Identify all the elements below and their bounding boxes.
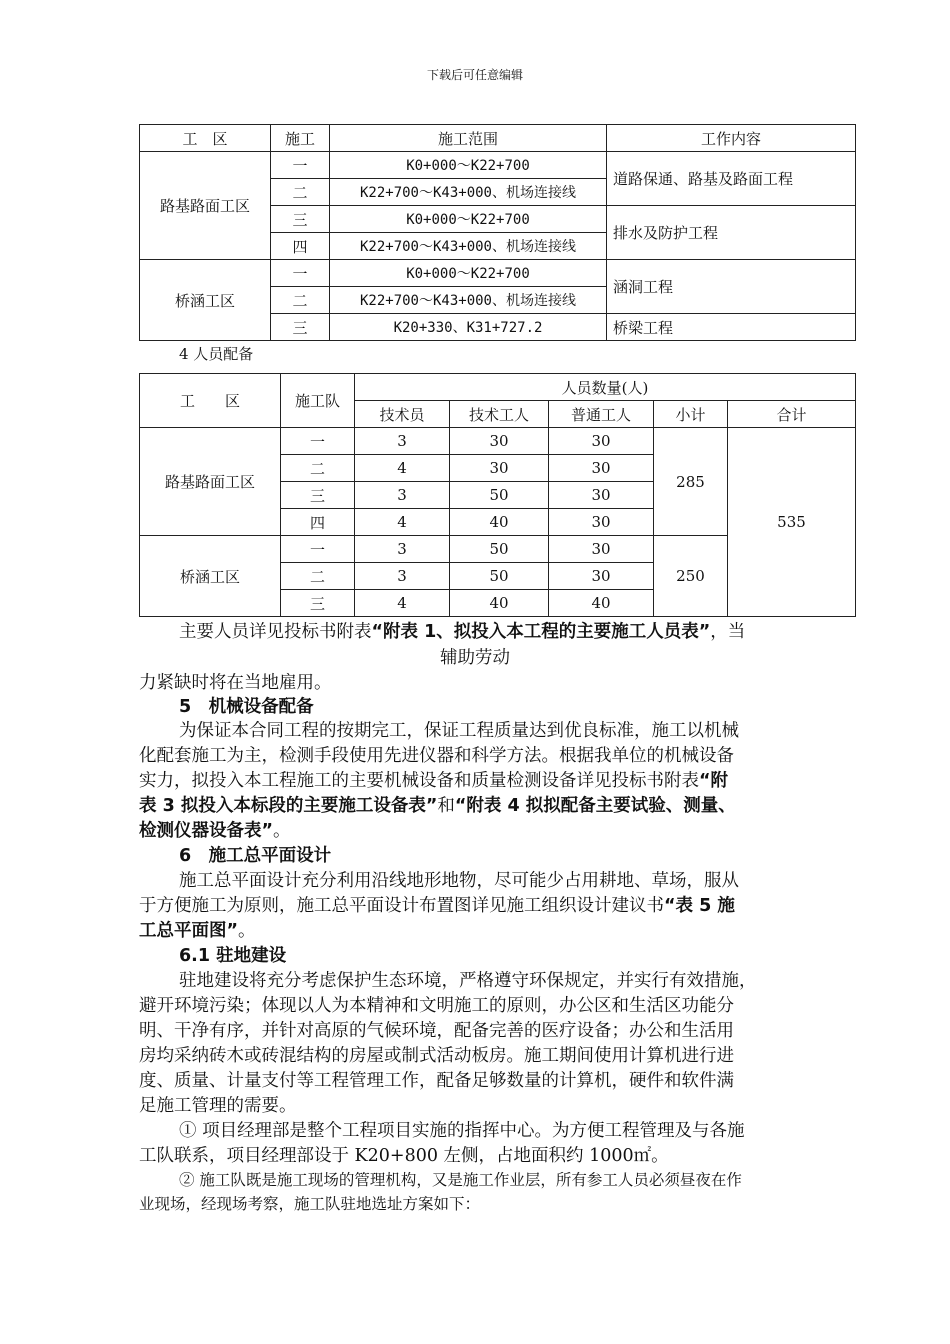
col-header: 小计 (654, 401, 728, 428)
value-cell: 30 (549, 563, 654, 590)
paragraph-line: ② 施工队既是施工现场的管理机构，又是施工作业层，所有参工人员必须昼夜在作 (179, 1171, 742, 1189)
range-cell: K0+000～K22+700 (330, 260, 607, 287)
table-row (140, 152, 856, 179)
team-cell: 二 (281, 563, 355, 590)
subsection-heading: 6.1 驻地建设 (179, 946, 287, 966)
bold-text: 工总平面图” (139, 921, 239, 941)
section-heading: 4 人员配备 (179, 345, 254, 363)
team-cell: 一 (281, 536, 355, 563)
text: 实力，拟投入本工程施工的主要机械设备和质量检测设备详见投标书附表 (139, 771, 699, 791)
team-cell: 一 (271, 260, 330, 287)
col-header: 工 区 (140, 374, 281, 428)
paragraph-line: 为保证本合同工程的按期完工，保证工程质量达到优良标准，施工以机械 (179, 721, 739, 741)
value-cell: 3 (355, 482, 450, 509)
table-row (140, 428, 856, 455)
value-cell: 30 (450, 455, 549, 482)
work-cell: 桥梁工程 (607, 314, 856, 341)
col-header: 施工 (271, 125, 330, 152)
text: 主要人员详见投标书附表 (179, 622, 372, 642)
paragraph-line: 力紧缺时将在当地雇用。 (139, 673, 332, 693)
range-cell: K20+330、K31+727.2 (330, 314, 607, 341)
paragraph-line: 工队联系，项目经理部设于 K20+800 左侧，占地面积约 1000㎡。 (139, 1146, 669, 1166)
text: 于方便施工为原则，施工总平面设计布置图详见施工组织设计建议书 (139, 896, 664, 916)
value-cell: 4 (355, 455, 450, 482)
range-cell: K0+000～K22+700 (330, 152, 607, 179)
col-header: 普通工人 (549, 401, 654, 428)
table-header-row (140, 125, 856, 152)
paragraph-line: 明、干净有序，并针对高原的气候环境，配备完善的医疗设备；办公和生活用 (139, 1021, 734, 1041)
value-cell: 50 (450, 482, 549, 509)
work-cell: 涵洞工程 (607, 260, 856, 314)
team-cell: 四 (271, 233, 330, 260)
paragraph-line (139, 768, 728, 794)
value-cell: 30 (450, 428, 549, 455)
paragraph-line (139, 918, 256, 944)
range-cell: K22+700～K43+000、机场连接线 (330, 179, 607, 206)
value-cell: 50 (450, 536, 549, 563)
value-cell: 30 (549, 482, 654, 509)
paragraph-line: 化配套施工为主，检测手段使用先进仪器和科学方法。根据我单位的机械设备 (139, 746, 734, 766)
total-cell: 535 (728, 428, 856, 617)
col-header: 施工队 (281, 374, 355, 428)
value-cell: 30 (549, 455, 654, 482)
range-cell: K22+700～K43+000、机场连接线 (330, 287, 607, 314)
paragraph-line: 驻地建设将充分考虑保护生态环境，严格遵守环保规定，并实行有效措施， (179, 971, 757, 991)
team-cell: 二 (281, 455, 355, 482)
value-cell: 40 (450, 509, 549, 536)
value-cell: 4 (355, 509, 450, 536)
zone-cell: 桥涵工区 (140, 536, 281, 617)
text: ，当 (710, 622, 746, 642)
team-cell: 一 (271, 152, 330, 179)
value-cell: 4 (355, 590, 450, 617)
value-cell: 30 (549, 536, 654, 563)
zone-cell: 路基路面工区 (140, 152, 271, 260)
team-cell: 四 (281, 509, 355, 536)
col-header: 技术员 (355, 401, 450, 428)
section-heading: 6 施工总平面设计 (179, 846, 332, 866)
bold-text: 表 3 拟投入本标段的主要施工设备表” (139, 796, 438, 816)
bold-text: “附表 4 拟拟配备主要试验、测量、 (454, 796, 736, 816)
paragraph-line: 度、质量、计量支付等工程管理工作，配备足够数量的计算机，硬件和软件满 (139, 1071, 734, 1091)
paragraph-line: 房均采纳砖木或砖混结构的房屋或制式活动板房。施工期间使用计算机进行进 (139, 1046, 734, 1066)
work-cell: 排水及防护工程 (607, 206, 856, 260)
range-cell: K0+000～K22+700 (330, 206, 607, 233)
col-header: 技术工人 (450, 401, 549, 428)
value-cell: 40 (549, 590, 654, 617)
value-cell: 50 (450, 563, 549, 590)
text: 。 (238, 921, 256, 941)
value-cell: 30 (549, 509, 654, 536)
paragraph-line: 施工总平面设计充分利用沿线地形地物，尽可能少占用耕地、草场，服从 (179, 871, 739, 891)
table-header-row (140, 374, 856, 401)
value-cell: 30 (549, 428, 654, 455)
text: 。 (273, 821, 291, 841)
paragraph-line (139, 818, 291, 844)
page-header: 下载后可任意编辑 (426, 68, 523, 82)
paragraph-line (179, 619, 745, 645)
team-cell: 二 (271, 287, 330, 314)
col-header: 施工范围 (330, 125, 607, 152)
paragraph-line: 足施工管理的需要。 (139, 1096, 297, 1116)
value-cell: 40 (450, 590, 549, 617)
paragraph-line: ① 项目经理部是整个工程项目实施的指挥中心。为方便工程管理及与各施 (179, 1121, 745, 1141)
staffing-table (139, 373, 856, 617)
team-cell: 三 (271, 206, 330, 233)
team-cell: 三 (271, 314, 330, 341)
value-cell: 3 (355, 563, 450, 590)
col-header: 工作内容 (607, 125, 856, 152)
team-cell: 一 (281, 428, 355, 455)
section-heading: 5 机械设备配备 (179, 697, 314, 717)
team-cell: 三 (281, 590, 355, 617)
bold-text: “附 (699, 771, 729, 791)
bold-text: “附表 1、拟投入本工程的主要施工人员表” (371, 622, 711, 642)
zone-cell: 桥涵工区 (140, 260, 271, 341)
paragraph-line: 业现场，经现场考察，施工队驻地选址方案如下： (139, 1195, 481, 1213)
range-cell: K22+700～K43+000、机场连接线 (330, 233, 607, 260)
team-cell: 三 (281, 482, 355, 509)
value-cell: 3 (355, 536, 450, 563)
bold-text: 检测仪器设备表” (139, 821, 274, 841)
subtotal-cell: 250 (654, 536, 728, 617)
paragraph-line (139, 893, 735, 919)
value-cell: 3 (355, 428, 450, 455)
paragraph-line: 避开环境污染；体现以人为本精神和文明施工的原则，办公区和生活区功能分 (139, 996, 734, 1016)
text: 和 (437, 796, 455, 816)
zone-cell: 路基路面工区 (140, 428, 281, 536)
bold-text: “表 5 施 (664, 896, 735, 916)
table-row (140, 260, 856, 287)
construction-zone-table (139, 124, 856, 341)
paragraph-line: 辅助劳动 (440, 648, 510, 668)
col-header: 工 区 (140, 125, 271, 152)
team-cell: 二 (271, 179, 330, 206)
col-header: 合计 (728, 401, 856, 428)
paragraph-line (139, 793, 736, 819)
col-header: 人员数量(人) (355, 374, 856, 401)
subtotal-cell: 285 (654, 428, 728, 536)
work-cell: 道路保通、路基及路面工程 (607, 152, 856, 206)
